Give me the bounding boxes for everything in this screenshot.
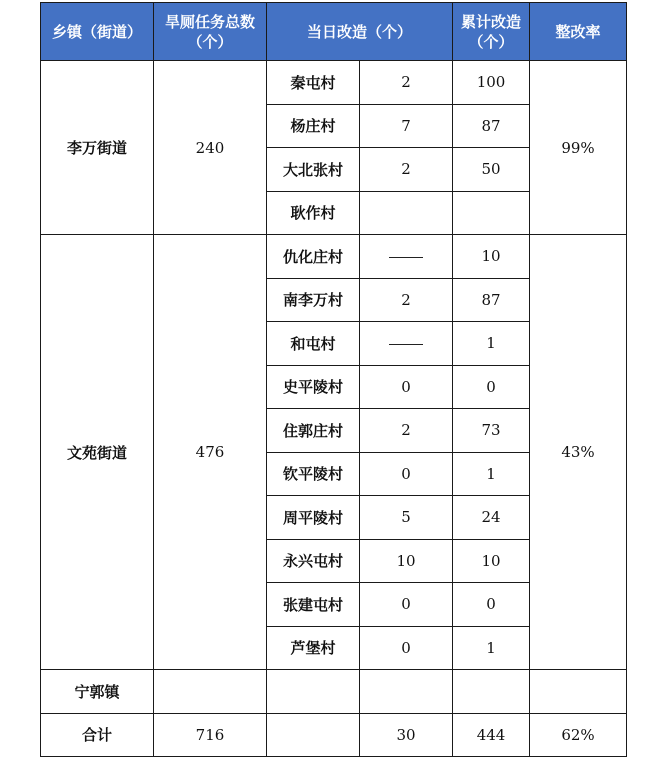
village-name: 永兴屯村 bbox=[267, 539, 360, 583]
daily-count: 2 bbox=[360, 61, 453, 105]
township-name: 文苑街道 bbox=[41, 235, 154, 670]
table-row bbox=[41, 235, 627, 279]
cumulative-count: 0 bbox=[453, 583, 530, 627]
table-row bbox=[41, 670, 627, 714]
table-row bbox=[41, 61, 627, 105]
cumulative-count: 10 bbox=[453, 539, 530, 583]
header-cumulative-line2: （个） bbox=[468, 32, 514, 51]
village-name: 周平陵村 bbox=[267, 496, 360, 540]
daily-count: 0 bbox=[360, 626, 453, 670]
rectification-rate: 43% bbox=[530, 235, 627, 670]
rectification-rate: 99% bbox=[530, 61, 627, 235]
village-name: 钦平陵村 bbox=[267, 452, 360, 496]
village-name: 杨庄村 bbox=[267, 104, 360, 148]
cumulative-count: 50 bbox=[453, 148, 530, 192]
daily-count: 0 bbox=[360, 583, 453, 627]
cumulative-count: 1 bbox=[453, 322, 530, 366]
total-village-empty bbox=[267, 713, 360, 757]
daily-count bbox=[360, 235, 453, 279]
daily-count: 10 bbox=[360, 539, 453, 583]
header-task-total-line1: 旱厕任务总数 bbox=[164, 12, 255, 31]
dash-placeholder bbox=[389, 344, 423, 345]
total-daily: 30 bbox=[360, 713, 453, 757]
cumulative-count: 87 bbox=[453, 278, 530, 322]
village-name: 耿作村 bbox=[267, 191, 360, 235]
total-rate: 62% bbox=[530, 713, 627, 757]
township-name: 李万街道 bbox=[41, 61, 154, 235]
daily-count: 5 bbox=[360, 496, 453, 540]
header-task-total-line2: （个） bbox=[187, 32, 233, 51]
village-name: 和屯村 bbox=[267, 322, 360, 366]
village-name bbox=[267, 670, 360, 714]
header-row bbox=[41, 3, 627, 61]
task-total: 476 bbox=[154, 235, 267, 670]
cumulative-count bbox=[453, 191, 530, 235]
village-name: 秦屯村 bbox=[267, 61, 360, 105]
total-task: 716 bbox=[154, 713, 267, 757]
village-name: 芦堡村 bbox=[267, 626, 360, 670]
cumulative-count: 100 bbox=[453, 61, 530, 105]
village-name: 南李万村 bbox=[267, 278, 360, 322]
township-name: 宁郭镇 bbox=[41, 670, 154, 714]
village-name: 史平陵村 bbox=[267, 365, 360, 409]
cumulative-count: 87 bbox=[453, 104, 530, 148]
daily-count bbox=[360, 670, 453, 714]
total-row bbox=[41, 713, 627, 757]
daily-count: 2 bbox=[360, 148, 453, 192]
cumulative-count: 1 bbox=[453, 452, 530, 496]
cumulative-count: 10 bbox=[453, 235, 530, 279]
rectification-rate bbox=[530, 670, 627, 714]
dash-placeholder bbox=[389, 257, 423, 258]
header-township: 乡镇（街道） bbox=[41, 3, 154, 61]
daily-count bbox=[360, 322, 453, 366]
table-body bbox=[41, 61, 627, 757]
header-cumulative bbox=[453, 3, 530, 61]
header-rate: 整改率 bbox=[530, 3, 627, 61]
daily-count bbox=[360, 191, 453, 235]
total-label: 合计 bbox=[41, 713, 154, 757]
cumulative-count: 1 bbox=[453, 626, 530, 670]
task-total: 240 bbox=[154, 61, 267, 235]
header-cumulative-line1: 累计改造 bbox=[461, 12, 522, 31]
cumulative-count: 24 bbox=[453, 496, 530, 540]
daily-count: 2 bbox=[360, 278, 453, 322]
village-name: 张建屯村 bbox=[267, 583, 360, 627]
header-task-total bbox=[154, 3, 267, 61]
header-daily: 当日改造（个） bbox=[267, 3, 453, 61]
daily-count: 7 bbox=[360, 104, 453, 148]
total-cumulative: 444 bbox=[453, 713, 530, 757]
village-name: 仇化庄村 bbox=[267, 235, 360, 279]
cumulative-count: 0 bbox=[453, 365, 530, 409]
daily-count: 0 bbox=[360, 365, 453, 409]
daily-count: 0 bbox=[360, 452, 453, 496]
cumulative-count: 73 bbox=[453, 409, 530, 453]
cumulative-count bbox=[453, 670, 530, 714]
toilet-renovation-table bbox=[40, 2, 627, 757]
daily-count: 2 bbox=[360, 409, 453, 453]
village-name: 住郭庄村 bbox=[267, 409, 360, 453]
task-total bbox=[154, 670, 267, 714]
village-name: 大北张村 bbox=[267, 148, 360, 192]
